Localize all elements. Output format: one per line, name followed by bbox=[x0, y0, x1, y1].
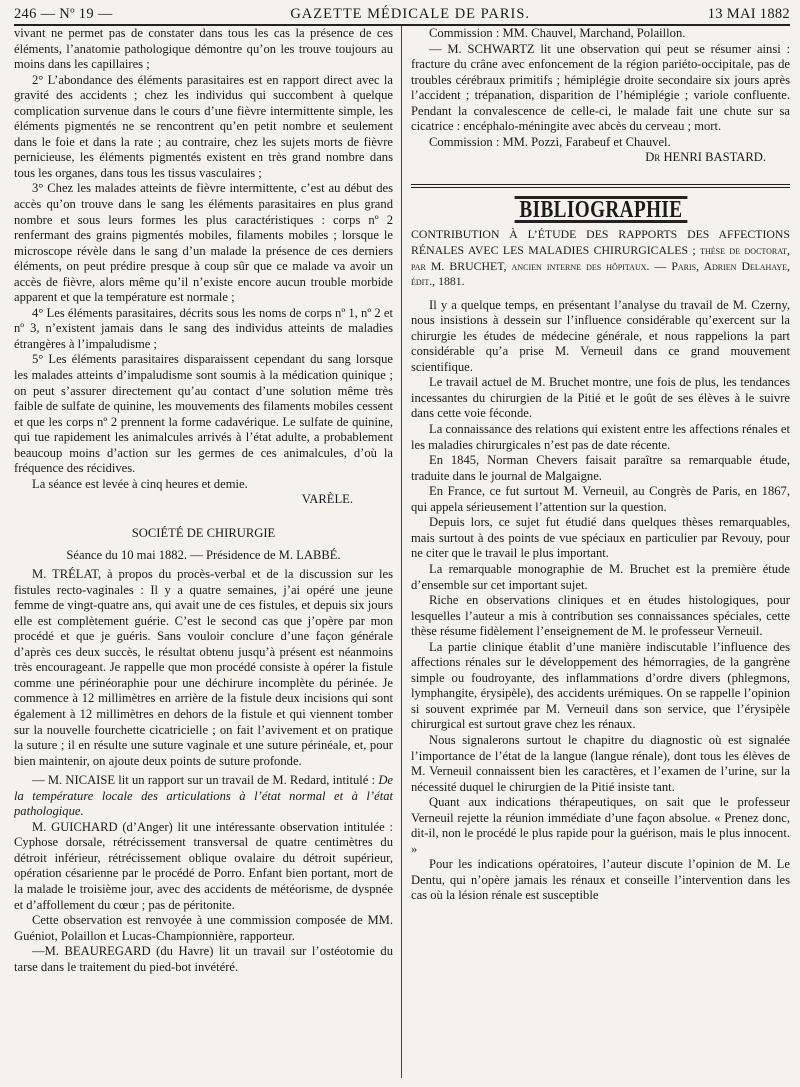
commission-line: Commission : MM. Chauvel, Marchand, Polaillon. bbox=[429, 26, 686, 40]
paragraph: La connaissance des relations qui existent entre les affections rénales et les maladies chirurgicales n’est pas de date récente. bbox=[411, 422, 790, 452]
paragraph: Depuis lors, ce sujet fut étudié dans quelques thèses remarquables, mais surtout à des points de vue spéciaux en particulier par Revouy, pour ne citer que le travail le plus important. bbox=[411, 515, 790, 561]
commission-line: Commission : MM. Pozzi, Farabeuf et Chauvel. bbox=[429, 134, 671, 149]
book-reference: CONTRIBUTION À L’ÉTUDE DES RAPPORTS DES AFFECTIONS RÉNALES AVEC LES MALADIES CHIRURGICALES ; thèse de doctorat, par M. BRUCHET, ancien interne des hôpitaux. — Paris, Adrien Delahaye, édit., 1881. bbox=[411, 227, 790, 289]
paragraph: En France, ce fut surtout M. Verneuil, au Congrès de Paris, en 1867, qui appela sérieusement l’attention sur la question. bbox=[411, 484, 790, 514]
page-header bbox=[14, 0, 790, 26]
section-title: SOCIÉTÉ DE CHIRURGIE bbox=[131, 525, 276, 540]
paragraph: Pour les indications opératoires, l’auteur discute l’opinion de M. Le Dentu, qui n’opère jamais les rénaux et conseille l’intervention dans les cas où la lésion rénale est susceptible bbox=[411, 857, 790, 903]
paragraph: 4° Les éléments parasitaires, décrits sous les noms de corps nº 1, nº 2 et nº 3, n’existent jamais dans le sang des individus atteints de maladies étrangères à l’impaludisme ; bbox=[14, 305, 393, 351]
right-column bbox=[402, 26, 790, 1078]
paragraph: 5° Les éléments parasitaires disparaissent cependant du sang lorsque les malades atteints d’impaludisme sont soumis à la médication quinique ; on peut s’assurer directement qu’au contact d’une solution même très faible de sulfate de quinine, les mouvements des filaments mobiles cessent et que les corps nº 2 prennent la forme cadavérique. Le sulfate de quinine, qui tue rapidement les animalcules arrivés à l’état adulte, a probablement beaucoup moins d’action sur les germes de ces animalcules, d’où la fréquence des récidives. bbox=[14, 352, 393, 476]
left-column bbox=[14, 26, 402, 1078]
paragraph: Il y a quelque temps, en présentant l’analyse du travail de M. Czerny, nous insistions à dessein sur l’influence considérable qu’exercent sur la chirurgie les études de médecine générale, et nous rappelions la part considérable qu’a prise M. Verneuil dans ce grand mouvement scientifique. bbox=[411, 297, 790, 374]
journal-title: GAZETTE MÉDICALE DE PARIS. bbox=[290, 6, 531, 22]
paragraph: M. GUICHARD (d’Anger) lit une intéressante observation intitulée : Cyphose dorsale, rétrécissement transversal de quatre centimètres du détroit inférieur, rétrécissement oblique ovalaire du détroit supérieur, opération césarienne par le procédé de Porro. Enfant bien portant, mort de la malade le troisième jour, avec des accidents de météorisme, de dyspnée et d’affollement du cœur ; pas de péritonite. bbox=[14, 819, 393, 912]
page-number-issue: 246 — Nº 19 — bbox=[14, 6, 113, 22]
paragraph: La séance est levée à cinq heures et demie. bbox=[32, 476, 248, 491]
author-signature: VARÈLE. bbox=[301, 492, 353, 507]
paragraph: En 1845, Norman Chevers faisait paraître sa remarquable étude, traduite dans le journal de Malgaigne. bbox=[411, 453, 790, 483]
paragraph: Le travail actuel de M. Bruchet montre, une fois de plus, les tendances incessantes du chirurgien de la Pitié et le goût de ses élèves à le suivre dans cette voie féconde. bbox=[411, 375, 790, 421]
issue-date: 13 MAI 1882 bbox=[707, 6, 790, 22]
paragraph: Riche en observations cliniques et en études histologiques, pour lesquelles l’auteur a mis à contribution ses connaissances spéciales, cette thèse résume fidèlement l’enseignement de M. le professeur Verneuil. bbox=[411, 593, 790, 639]
paragraph: Nous signalerons surtout le chapitre du diagnostic où est signalée l’importance de l’état de la langue (langue rénale), dont tous les élèves de M. Verneuil connaissent bien les caractères, et l’examen de l’urine, sur la nécessité duquel le chirurgien de la Pitié insiste tant. bbox=[411, 732, 790, 794]
section-divider bbox=[411, 184, 790, 188]
session-line: Séance du 10 mai 1882. — Présidence de M. LABBÉ. bbox=[66, 547, 341, 562]
author-signature: Dr HENRI BASTARD. bbox=[645, 150, 766, 165]
paragraph: Quant aux indications thérapeutiques, on sait que le professeur Verneuil rejette la réunion immédiate d’une façon absolue. « Prenez donc, dit-il, non le procédé le plus rapide pour la guérison, mais le plus innocent. » bbox=[411, 795, 790, 856]
paragraph: Cette observation est renvoyée à une commission composée de MM. Guéniot, Polaillon et Lucas-Championnière, rapporteur. bbox=[14, 913, 393, 943]
paragraph-text: — M. NICAISE lit un rapport sur un travail de M. Redard, intitulé : bbox=[32, 773, 379, 788]
paragraph: 3° Chez les malades atteints de fièvre intermittente, c’est au début des accès qu’on trouve dans le sang les éléments parasitaires en plus grand nombre et sous leurs formes les plus caractéristiques : corps nº 2 renfermant des grains pigmentés mobiles, filaments mobiles ; lorsque le microscope révèle dans le sang d’un malade la présence de ces derniers éléments, on peut prédire presque à coup sûr que ce malade va avoir un accès de fièvre, alors même qu’il n’existe encore aucun trouble morbide apparent et que la température est normale ; bbox=[14, 181, 393, 305]
paragraph: —M. BEAUREGARD (du Havre) lit un travail sur l’ostéotomie du tarse dans le traitement du pied-bot invétéré. bbox=[14, 944, 393, 974]
paper-title: De la température locale des articulations à l’état normal et à l’état pathologique. bbox=[14, 773, 393, 819]
paragraph bbox=[14, 773, 393, 820]
bibliography-heading-box bbox=[411, 196, 790, 224]
paragraph: 2° L’abondance des éléments parasitaires est en rapport direct avec la gravité des accidents ; chez les individus qui succombent à quelque complication survenue dans le cours d’une fièvre intermittente simple, les éléments pigmentés ne se rencontrent qu’en petit nombre et seulement dans le foie et dans la rate ; au contraire, chez les sujets morts de fièvre pernicieuse, les éléments pigmentés existent en très grand nombre dans tous les organes, dans tous les tissus vasculaires ; bbox=[14, 72, 393, 180]
bibliography-heading: BIBLIOGRAPHIE bbox=[514, 196, 687, 224]
paragraph: La remarquable monographie de M. Bruchet est la première étude d’ensemble sur cet important sujet. bbox=[411, 561, 790, 592]
paragraph: M. TRÉLAT, à propos du procès-verbal et de la discussion sur les fistules recto-vaginales : Il y a quatre semaines, j’ai opéré une jeune femme de vingt-quatre ans, qui avait une de ces fistules, et depuis six jours elle est complètement guérie. C’est le second cas que j’opère par mon procédé et que je guéris. Sans vouloir conclure d’une façon générale d’après ces deux succès, le résultat obtenu jusqu’à présent est néanmoins très encourageant. Je rappelle que mon procédé consiste à opérer la fistule comme une périnéoraphie pour une déchirure incomplète du périnée. Je commence à 12 millimètres en arrière de la fistule deux incisions qui sont également à 12 millimètres en dehors de la fistule et qui viennent tomber sur la nouvelle fourchette cicatricielle ; on fait l’avivement et on pratique la suture ; il en résulte une suture vaginale et une suture périnéale, et, pour bien maintenir, on ajoute deux points de suture profonde. bbox=[14, 567, 393, 768]
paragraph: La partie clinique établit d’une manière indiscutable l’influence des affections rénales sur le développement des hémorragies, de la gangrène simple ou foudroyante, des inflammations d’ordre divers (phlegmons, lymphangite, érysipèle), des accidents urémiques. On se rappelle l’opinion si souvent exprimée par M. Verneuil dans son service, que l’érysipèle chirurgical est surtout grave chez les rénaux. bbox=[411, 639, 790, 732]
columns bbox=[14, 26, 790, 1078]
paragraph: vivant ne permet pas de constater dans tous les cas la présence de ces éléments, l’anatomie pathologique démontre qu’on les trouve toujours au moins dans les capillaires ; bbox=[14, 26, 393, 72]
paragraph: — M. SCHWARTZ lit une observation qui peut se résumer ainsi : fracture du crâne avec enfoncement de la région pariéto-occipitale, pas de troubles cérébraux primitifs ; hémiplégie droite secondaire six jours après l’accident ; trépanation, disparition de l’hémiplégie ; variole confluente. Pendant la convalescence de celle-ci, le malade fait une chute sur sa cicatrice : encéphalo-méningite avec abcès du cerveau ; mort. bbox=[411, 41, 790, 134]
